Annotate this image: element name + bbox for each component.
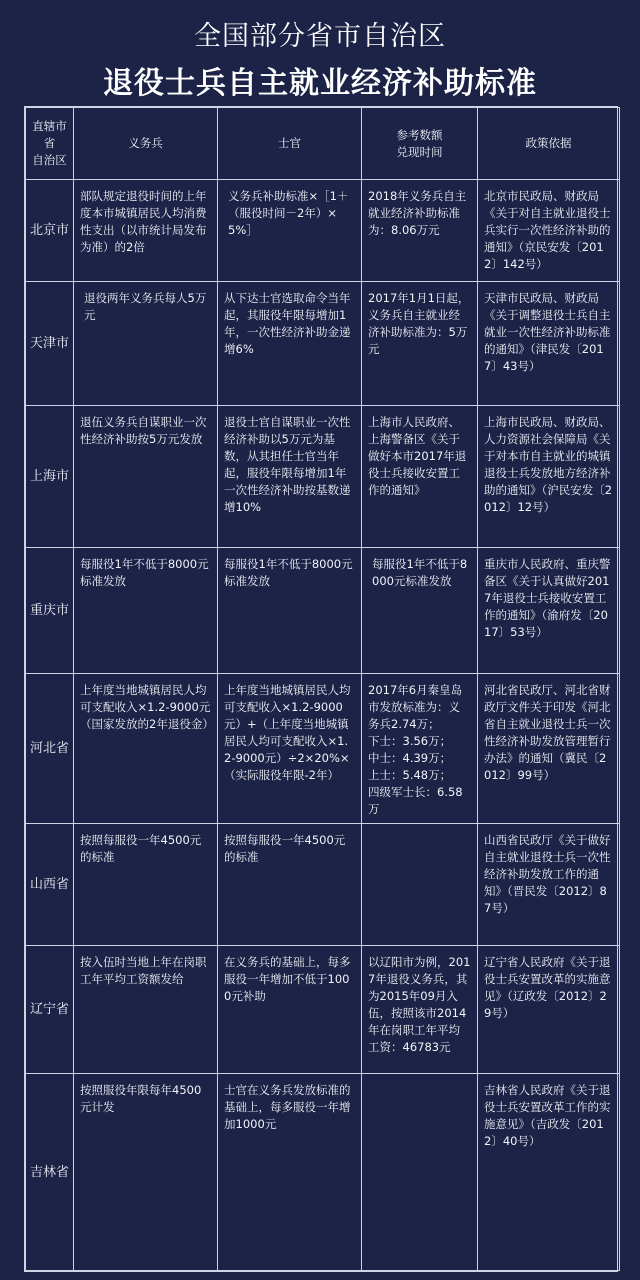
header-officer: 士官 [218, 108, 362, 180]
region-cell: 辽宁省 [26, 946, 74, 1074]
table-row [26, 282, 620, 406]
region-cell: 吉林省 [26, 1074, 74, 1271]
region-cell: 重庆市 [26, 548, 74, 674]
table-row [26, 548, 620, 674]
conscript-cell: 按照每服役一年4500元的标准 [74, 824, 218, 946]
policy-cell: 吉林省人民政府《关于退役士兵安置改革工作的实施意见》（吉政发〔2012〕40号） [478, 1074, 620, 1271]
conscript-cell: 退役两年义务兵每人5万元 [74, 282, 218, 406]
officer-cell: 从下达士官选取命令当年起，其服役年限每增加1年，一次性经济补助金递增6% [218, 282, 362, 406]
policy-cell: 河北省民政厅、河北省财政厅文件关于印发《河北省自主就业退役士兵一次性经济补助发放管理暂行办法》的通知（冀民〔2012〕99号） [478, 674, 620, 824]
policy-cell: 山西省民政厅《关于做好自主就业退役士兵一次性经济补助发放工作的通知》（晋民发〔2012〕87号） [478, 824, 620, 946]
policy-cell: 辽宁省人民政府《关于退役士兵安置改革的实施意见》（辽政发〔2012〕29号） [478, 946, 620, 1074]
region-cell: 天津市 [26, 282, 74, 406]
policy-cell: 重庆市人民政府、重庆警备区《关于认真做好2017年退役士兵接收安置工作的通知》（渝府发〔2017〕53号） [478, 548, 620, 674]
conscript-cell: 按入伍时当地上年在岗职工年平均工资额发给 [74, 946, 218, 1074]
region-cell: 河北省 [26, 674, 74, 824]
title-line-1: 全国部分省市自治区 [194, 21, 446, 52]
subsidy-table [24, 106, 618, 1272]
reference-cell [362, 824, 478, 946]
title-line-2: 退役士兵自主就业经济补助标准 [103, 66, 537, 101]
officer-cell: 义务兵补助标准×［1＋（服役时间－2年）×5%］ [218, 180, 362, 282]
region-cell: 山西省 [26, 824, 74, 946]
table-row [26, 824, 620, 946]
conscript-cell: 每服役1年不低于8000元标准发放 [74, 548, 218, 674]
reference-cell: 2018年义务兵自主就业经济补助标准为：8.06万元 [362, 180, 478, 282]
table-row [26, 1074, 620, 1271]
header-reference: 参考数额 兑现时间 [362, 108, 478, 180]
table-row [26, 674, 620, 824]
conscript-cell: 按照服役年限每年4500元计发 [74, 1074, 218, 1271]
reference-cell: 2017年6月秦皇岛市发放标准为：义务兵2.74万； 下士：3.56万； 中士：4.39万； 上士：5.48万； 四级军士长：6.58万 [362, 674, 478, 824]
region-cell: 上海市 [26, 406, 74, 548]
table-row [26, 180, 620, 282]
header-conscript: 义务兵 [74, 108, 218, 180]
table-row [26, 406, 620, 548]
header-policy: 政策依据 [478, 108, 620, 180]
officer-cell: 退役士官自谋职业一次性经济补助以5万元为基数，从其担任士官当年起，服役年限每增加1年一次性经济补助按基数递增10% [218, 406, 362, 548]
policy-cell: 北京市民政局、财政局《关于对自主就业退役士兵实行一次性经济补助的通知》（京民安发〔2012〕142号） [478, 180, 620, 282]
table-row [26, 946, 620, 1074]
officer-cell: 士官在义务兵发放标准的基础上，每多服役一年增加1000元 [218, 1074, 362, 1271]
conscript-cell: 退伍义务兵自谋职业一次性经济补助按5万元发放 [74, 406, 218, 548]
reference-cell: 上海市人民政府、上海警备区《关于做好本市2017年退役士兵接收安置工作的通知》 [362, 406, 478, 548]
reference-cell: 以辽阳市为例，2017年退役义务兵，其为2015年09月入伍，按照该市2014年在岗职工年平均工资：46783元 [362, 946, 478, 1074]
reference-cell: 2017年1月1日起，义务兵自主就业经济补助标准为：5万元 [362, 282, 478, 406]
region-cell: 北京市 [26, 180, 74, 282]
table [25, 107, 620, 1271]
policy-cell: 上海市民政局、财政局、人力资源社会保障局《关于对本市自主就业的城镇退役士兵发放地方经济补助的通知》（沪民安发〔2012〕12号） [478, 406, 620, 548]
policy-cell: 天津市民政局、财政局《关于调整退役士兵自主就业一次性经济补助标准的通知》（津民发〔2017〕43号） [478, 282, 620, 406]
officer-cell: 每服役1年不低于8000元标准发放 [218, 548, 362, 674]
table-header-row [26, 108, 620, 180]
header-region: 直辖市 省 自治区 [26, 108, 74, 180]
conscript-cell: 上年度当地城镇居民人均可支配收入×1.2-9000元（国家发放的2年退役金） [74, 674, 218, 824]
officer-cell: 按照每服役一年4500元的标准 [218, 824, 362, 946]
reference-cell [362, 1074, 478, 1271]
conscript-cell: 部队规定退役时间的上年度本市城镇居民人均消费性支出（以市统计局发布为准）的2倍 [74, 180, 218, 282]
reference-cell: 每服役1年不低于8000元标准发放 [362, 548, 478, 674]
officer-cell: 上年度当地城镇居民人均可支配收入×1.2-9000元）+（上年度当地城镇居民人均可支配收入×1.2-9000元）÷2×20%×（实际服役年限-2年） [218, 674, 362, 824]
officer-cell: 在义务兵的基础上，每多服役一年增加不低于1000元补助 [218, 946, 362, 1074]
